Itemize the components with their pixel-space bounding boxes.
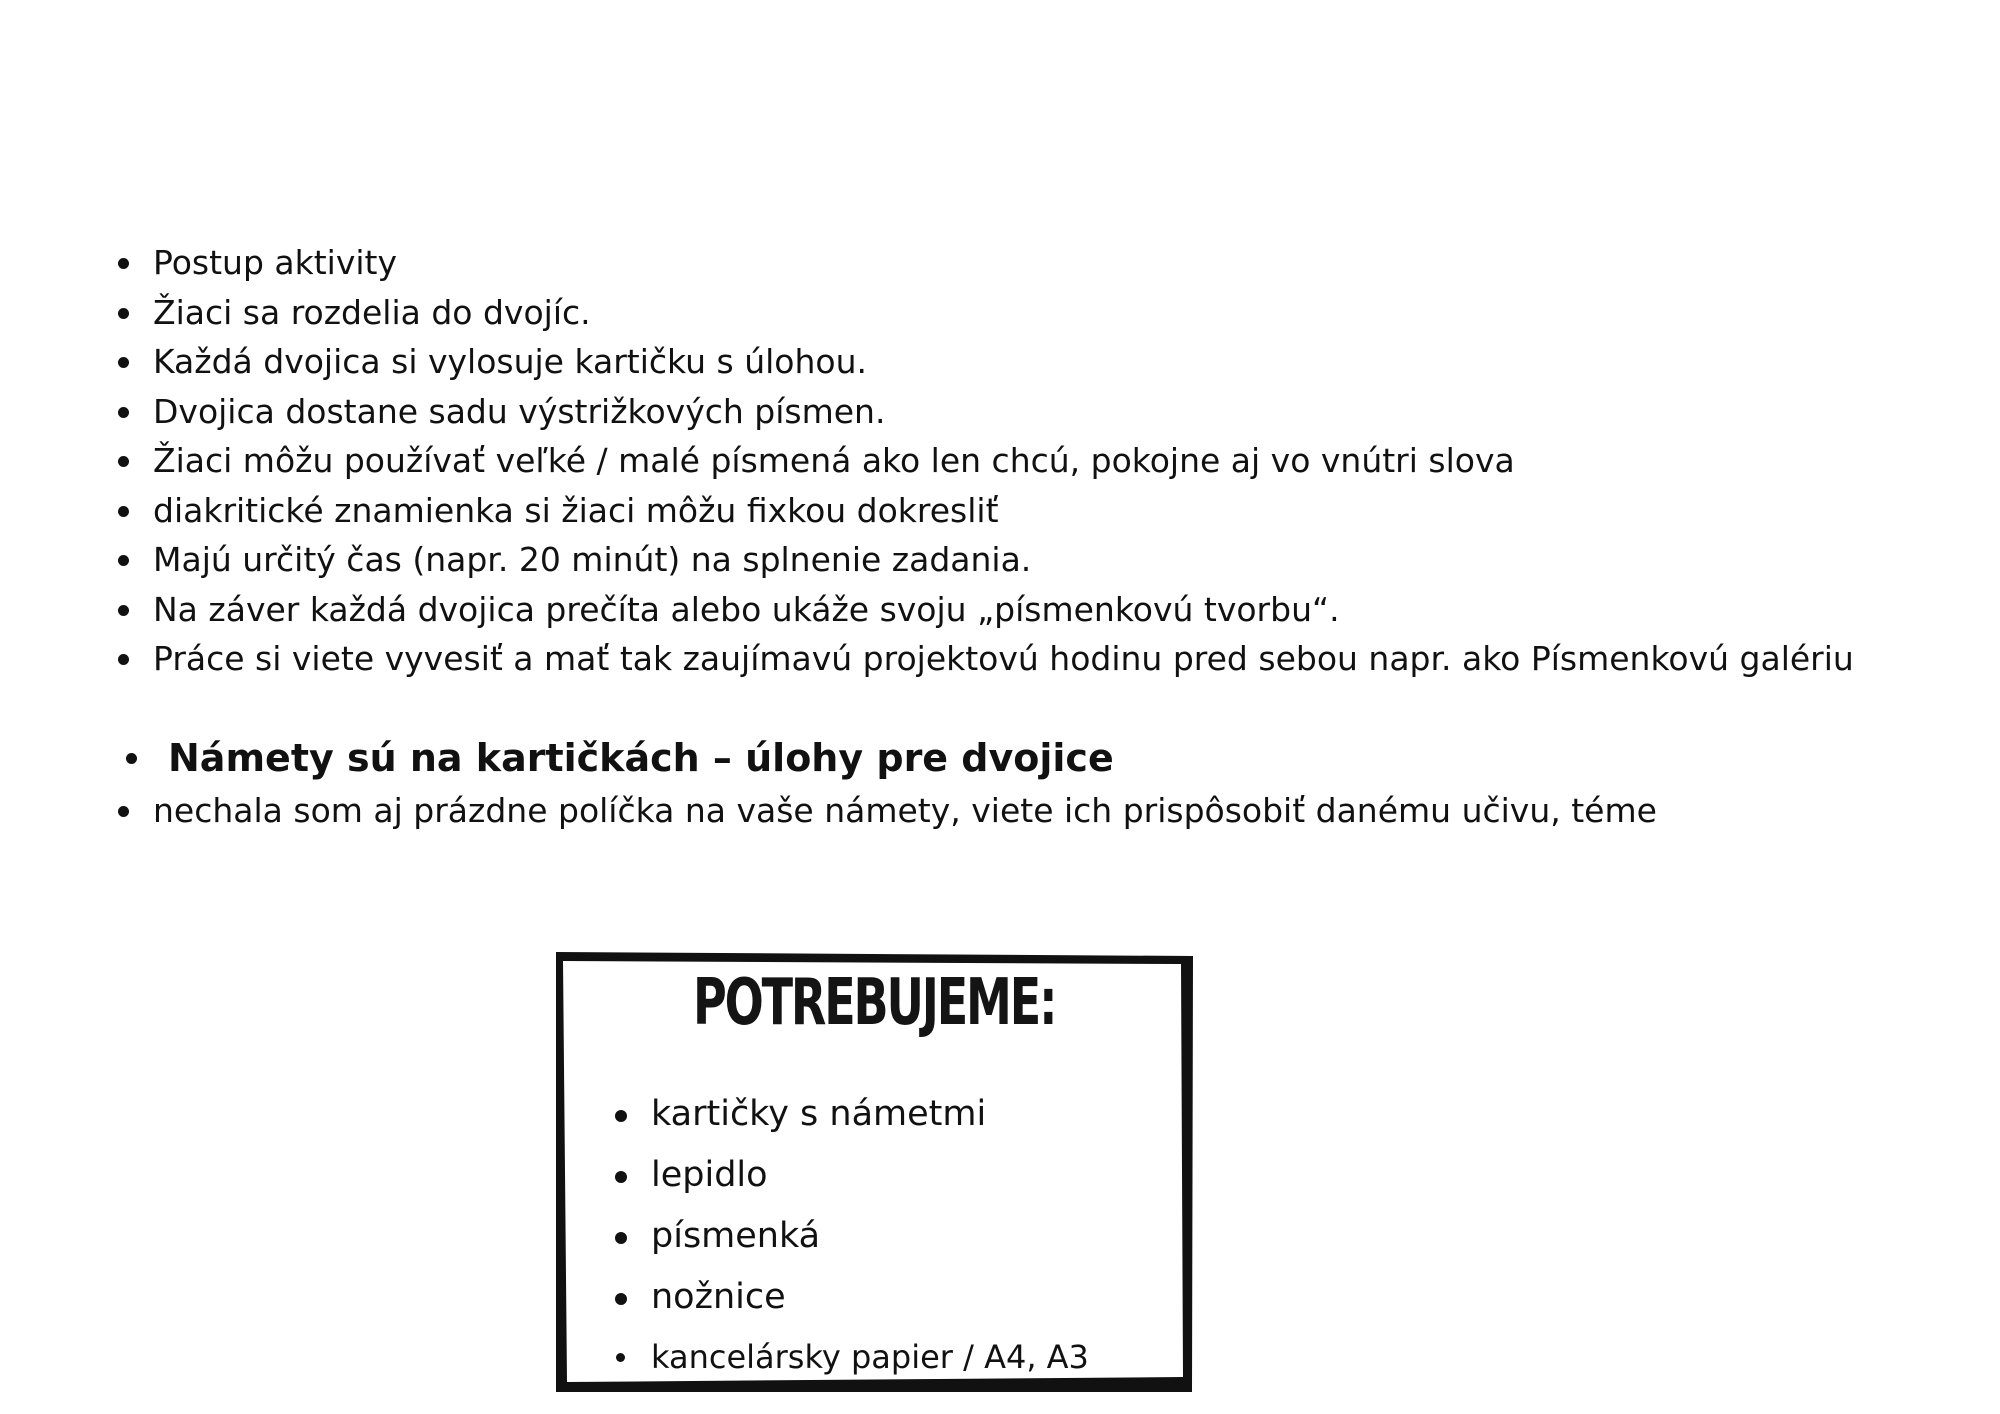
supply-item: písmenká: [611, 1206, 1089, 1267]
supply-item: kartičky s námetmi: [611, 1084, 1089, 1145]
list-item: Práce si viete vyvesiť a mať tak zaujímavú projektovú hodinu pred sebou napr. ako Písmenkovú galériu: [118, 634, 1898, 684]
ideas-note: nechala som aj prázdne políčka na vaše námety, viete ich prispôsobiť danému učivu, téme: [118, 786, 1898, 836]
list-item: Žiaci sa rozdelia do dvojíc.: [118, 288, 1898, 338]
supplies-list: [611, 1084, 1089, 1386]
list-item: Na záver každá dvojica prečíta alebo ukáže svoju „písmenkovú tvorbu“.: [118, 585, 1898, 635]
supply-item: kancelársky papier / A4, A3: [611, 1328, 1089, 1386]
ideas-list: [118, 730, 1898, 836]
supply-item: nožnice: [611, 1267, 1089, 1328]
list-item: Majú určitý čas (napr. 20 minút) na splnenie zadania.: [118, 535, 1898, 585]
activity-steps-list: [118, 238, 1898, 684]
ideas-heading: Námety sú na kartičkách – úlohy pre dvojice: [118, 730, 1898, 786]
list-item: Dvojica dostane sadu výstrižkových písmen.: [118, 387, 1898, 437]
supplies-box: [553, 949, 1193, 1393]
list-item: Postup aktivity: [118, 238, 1898, 288]
supplies-title: POTREBUJEME:: [693, 966, 1056, 1040]
supply-item: lepidlo: [611, 1145, 1089, 1206]
list-item: Každá dvojica si vylosuje kartičku s úlohou.: [118, 337, 1898, 387]
list-item: diakritické znamienka si žiaci môžu fixkou dokresliť: [118, 486, 1898, 536]
list-item: Žiaci môžu používať veľké / malé písmená ako len chcú, pokojne aj vo vnútri slova: [118, 436, 1898, 486]
